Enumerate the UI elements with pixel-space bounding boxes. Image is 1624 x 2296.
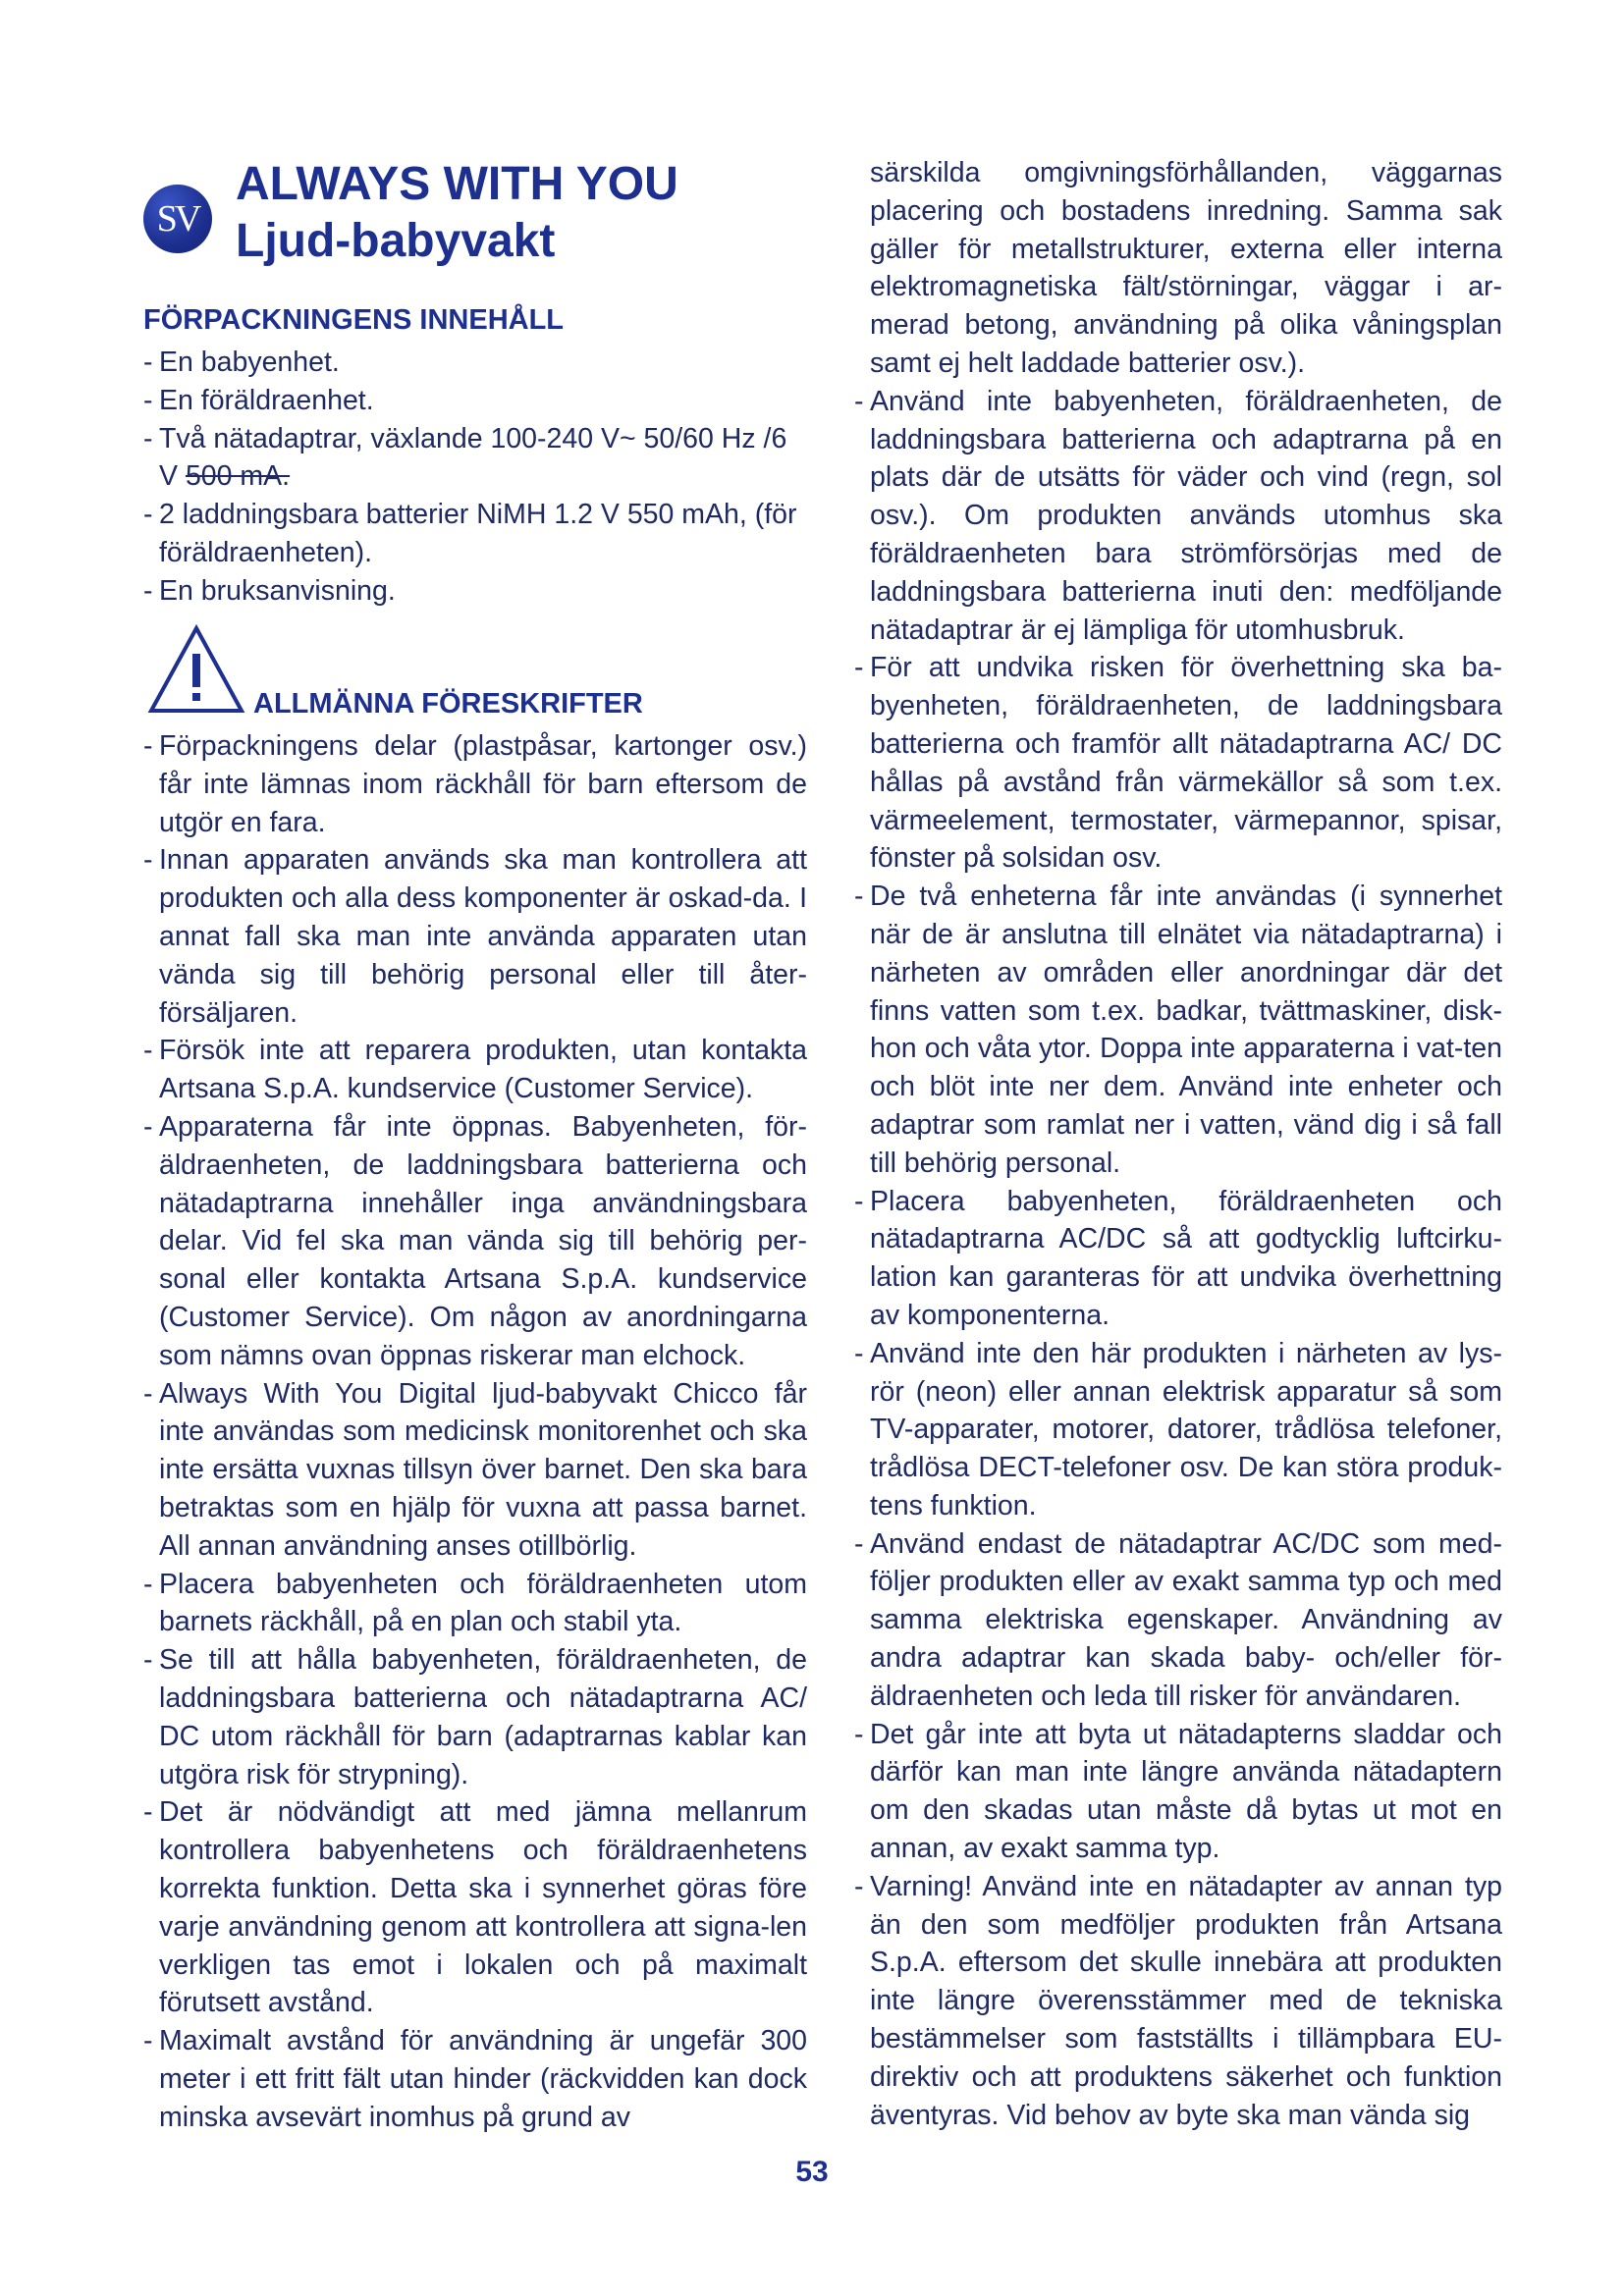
right-column xyxy=(854,154,1502,2134)
list-item: - Förpackningens delar (plastpåsar, kartonger osv.) får inte lämnas inom räckhåll för barn eftersom de utgör en fara. xyxy=(143,727,807,841)
product-subtitle: Ljud-babyvakt xyxy=(236,215,556,267)
document-header xyxy=(143,157,831,275)
list-item: - Det är nödvändigt att med jämna mellanrum kontrollera babyenhetens och föräldraenhetens korrekta funktion. Detta ska i synnerhet göras före varje användning genom att kontrollera att signa-len verkligen tas emot i lokalen och på maximalt förutsett avstånd. xyxy=(143,1793,807,2022)
list-item: - För att undvika risken för överhettning ska ba-byenheten, föräldraenheten, de laddningsbara batterierna och framför allt nätadaptrarna AC/ DC hållas på avstånd från värmekällor så som t.ex. värmeelement, termostater, värmepannor, spisar, fönster på solsidan osv. xyxy=(854,649,1502,878)
list-item: - Det går inte att byta ut nätadapterns sladdar och därför kan man inte längre använda nätadaptern om den skadas utan måste då bytas ut mot en annan, av exakt samma typ. xyxy=(854,1716,1502,1868)
list-item: - 2 laddningsbara batterier NiMH 1.2 V 550 mAh, (för föräldraenheten). xyxy=(143,496,807,572)
language-badge: SV xyxy=(143,185,212,253)
list-item: - En babyenhet. xyxy=(143,344,807,382)
list-item: - Använd inte den här produkten i närheten av lys-rör (neon) eller annan elektrisk apparatur så som TV-apparater, motorer, datorer, trådlösa telefoner, trådlösa DECT-telefoner osv. De kan störa produk-tens funktion. xyxy=(854,1335,1502,1525)
list-item: - Placera babyenheten och föräldraenheten utom barnets räckhåll, på en plan och stabil yta. xyxy=(143,1566,807,1642)
general-rules-list-right xyxy=(854,383,1502,2135)
list-item: - Innan apparaten används ska man kontrollera att produkten och alla dess komponenter är oskad-da. I annat fall ska man inte använda apparaten utan vända sig till behörig personal eller till åter-försäljaren. xyxy=(143,841,807,1032)
list-item: - Försök inte att reparera produkten, utan kontakta Artsana S.p.A. kundservice (Customer Service). xyxy=(143,1032,807,1108)
package-contents-list xyxy=(143,344,807,611)
list-item: - Maximalt avstånd för användning är ungefär 300 meter i ett fritt fält utan hinder (räckvidden kan dock minska avsevärt inomhus på grund av xyxy=(143,2022,807,2136)
list-item: - Always With You Digital ljud-babyvakt Chicco får inte användas som medicinsk monitorenhet och ska inte ersätta vuxnas tillsyn över barnet. Den ska bara betraktas som en hjälp för vuxna att passa barnet. All annan användning anses otillbörlig. xyxy=(143,1375,807,1566)
list-item xyxy=(143,420,807,497)
general-rules-heading: ALLMÄNNA FÖRESKRIFTER xyxy=(253,688,643,720)
list-item: - Apparaterna får inte öppnas. Babyenheten, för-äldraenheten, de laddningsbara batterierna och nätadaptrarna innehåller inga användningsbara delar. Vid fel ska man vända sig till behörig per-sonal eller kontakta Artsana S.p.A. kundservice (Customer Service). Om någon av anordningarna som nämns ovan öppnas riskerar man elchock. xyxy=(143,1108,807,1375)
list-item: - Använd inte babyenheten, föräldraenheten, de laddningsbara batterierna och adaptrarna på en plats där de utsätts för väder och vind (regn, sol osv.). Om produkten används utomhus ska föräldraenheten bara strömförsörjas med de laddningsbara batterierna inuti den: medföljande nätadaptrar är ej lämpliga för utomhusbruk. xyxy=(854,383,1502,650)
continuation-paragraph: särskilda omgivningsförhållanden, väggarnas placering och bostadens inredning. Samma sak gäller för metallstrukturer, externa eller interna elektromagnetiska fält/störningar, väggar i ar-merad betong, användning på olika våningsplan samt ej helt laddade batterier osv.). xyxy=(870,157,1502,379)
list-item: - De två enheterna får inte användas (i synnerhet när de är anslutna till elnätet via nätadaptrarna) i närheten av områden eller anordningar där det finns vatten som t.ex. badkar, tvättmaskiner, disk-hon och våta ytor. Doppa inte apparaterna i vat-ten och blöt inte ner dem. Använd inte enheter och adaptrar som ramlat ner i vatten, vänd dig i så fall till behörig personal. xyxy=(854,878,1502,1182)
warning-triangle-icon xyxy=(147,624,245,715)
struck-text: 500 mA. xyxy=(185,460,291,493)
adapter-spec-text: Två nätadaptrar, växlande 100-240 V~ 50/60 Hz /6 V xyxy=(159,422,787,493)
list-item: - En bruksanvisning. xyxy=(143,572,807,611)
list-item: - Använd endast de nätadaptrar AC/DC som med-följer produkten eller av exakt samma typ och med samma elektriska egenskaper. Användning av andra adaptrar kan skada baby- och/eller för-äldraenheten och leda till risker för användaren. xyxy=(854,1525,1502,1716)
list-item: - Se till att hålla babyenheten, föräldraenheten, de laddningsbara batterierna och nätadaptrarna AC/ DC utom räckhåll för barn (adaptrarnas kablar kan utgöra risk för strypning). xyxy=(143,1641,807,1793)
general-rules-list-left xyxy=(143,727,807,2136)
list-item: - Varning! Använd inte en nätadapter av annan typ än den som medföljer produkten från Artsana S.p.A. eftersom det skulle innebära att produkten inte längre överensstämmer med de tekniska bestämmelser som fastställts i tillämpbara EU-direktiv och att produktens säkerhet och funktion äventyras. Vid behov av byte ska man vända sig xyxy=(854,1868,1502,2135)
page-number: 53 xyxy=(795,2156,829,2188)
package-contents-heading: FÖRPACKNINGENS INNEHÅLL xyxy=(143,304,565,336)
list-item: - Placera babyenheten, föräldraenheten och nätadaptrarna AC/DC så att godtycklig luftcirku-lation kan garanteras för att undvika överhettning av komponenterna. xyxy=(854,1183,1502,1335)
list-item: - En föräldraenhet. xyxy=(143,382,807,420)
product-title: ALWAYS WITH YOU xyxy=(236,158,678,210)
